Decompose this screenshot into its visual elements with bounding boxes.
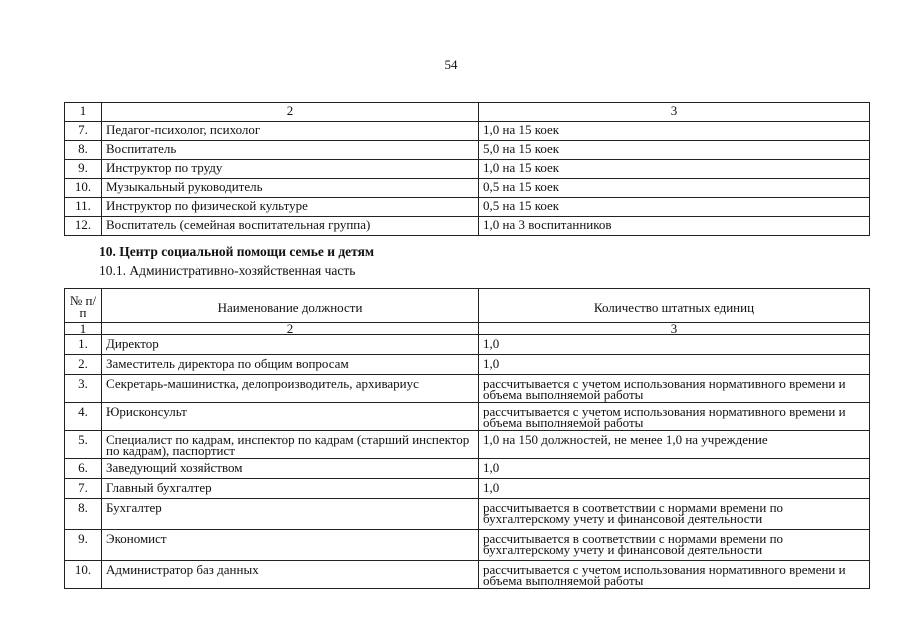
row-number: 8. <box>65 141 102 160</box>
table-row <box>65 375 870 403</box>
table-row <box>65 561 870 589</box>
table-row <box>65 179 870 198</box>
column-number-row <box>65 323 870 335</box>
position-name: Педагог-психолог, психолог <box>102 122 479 141</box>
staff-units: рассчитывается с учетом использования нормативного времени и объема выполняемой работы <box>479 375 870 403</box>
row-number: 12. <box>65 217 102 236</box>
header-num: № п/п <box>65 289 102 323</box>
position-name: Заведующий хозяйством <box>102 459 479 479</box>
page-number: 54 <box>444 57 458 72</box>
table-row <box>65 403 870 431</box>
table-row <box>65 335 870 355</box>
position-name: Заместитель директора по общим вопросам <box>102 355 479 375</box>
staff-units: 1,0 на 150 должностей, не менее 1,0 на учреждение <box>479 431 870 459</box>
table-row <box>65 122 870 141</box>
staff-units: 1,0 <box>479 459 870 479</box>
table-row <box>65 479 870 499</box>
staff-table-continued <box>64 102 870 236</box>
position-name: Инструктор по физической культуре <box>102 198 479 217</box>
row-number: 3. <box>65 375 102 403</box>
table-row <box>65 141 870 160</box>
position-name: Экономист <box>102 530 479 561</box>
staff-units: 1,0 на 15 коек <box>479 160 870 179</box>
row-number: 1. <box>65 335 102 355</box>
subsection-heading: 10.1. Административно-хозяйственная часть <box>99 263 356 278</box>
row-number: 9. <box>65 530 102 561</box>
position-name: Воспитатель (семейная воспитательная группа) <box>102 217 479 236</box>
staff-table <box>64 288 870 589</box>
staff-units: рассчитывается в соответствии с нормами времени по бухгалтерскому учету и финансовой деятельности <box>479 530 870 561</box>
position-name: Директор <box>102 335 479 355</box>
column-number: 3 <box>479 323 870 335</box>
staff-units: 1,0 <box>479 479 870 499</box>
table-row <box>65 431 870 459</box>
table-row <box>65 198 870 217</box>
column-number: 1 <box>65 103 102 122</box>
row-number: 9. <box>65 160 102 179</box>
row-number: 6. <box>65 459 102 479</box>
table-header-row <box>65 289 870 323</box>
row-number: 8. <box>65 499 102 530</box>
staff-units: 5,0 на 15 коек <box>479 141 870 160</box>
table-row <box>65 530 870 561</box>
position-name: Юрисконсульт <box>102 403 479 431</box>
table-row <box>65 160 870 179</box>
header-staff-units: Количество штатных единиц <box>479 289 870 323</box>
position-name: Секретарь-машинистка, делопроизводитель, архивариус <box>102 375 479 403</box>
table-row <box>65 355 870 375</box>
column-number: 2 <box>102 103 479 122</box>
table-row <box>65 217 870 236</box>
position-name: Музыкальный руководитель <box>102 179 479 198</box>
table-row <box>65 459 870 479</box>
position-name: Администратор баз данных <box>102 561 479 589</box>
row-number: 5. <box>65 431 102 459</box>
table-row <box>65 499 870 530</box>
position-name: Бухгалтер <box>102 499 479 530</box>
row-number: 10. <box>65 179 102 198</box>
row-number: 7. <box>65 122 102 141</box>
position-name: Инструктор по труду <box>102 160 479 179</box>
staff-units: 1,0 на 15 коек <box>479 122 870 141</box>
position-name: Главный бухгалтер <box>102 479 479 499</box>
position-name: Воспитатель <box>102 141 479 160</box>
column-number: 3 <box>479 103 870 122</box>
header-position-name: Наименование должности <box>102 289 479 323</box>
staff-units: 0,5 на 15 коек <box>479 179 870 198</box>
staff-units: 0,5 на 15 коек <box>479 198 870 217</box>
column-number: 2 <box>102 323 479 335</box>
row-number: 7. <box>65 479 102 499</box>
column-number-row <box>65 103 870 122</box>
staff-units: 1,0 <box>479 335 870 355</box>
row-number: 10. <box>65 561 102 589</box>
row-number: 11. <box>65 198 102 217</box>
staff-units: рассчитывается в соответствии с нормами времени по бухгалтерскому учету и финансовой деятельности <box>479 499 870 530</box>
staff-units: 1,0 <box>479 355 870 375</box>
row-number: 2. <box>65 355 102 375</box>
staff-units: рассчитывается с учетом использования нормативного времени и объема выполняемой работы <box>479 561 870 589</box>
position-name: Специалист по кадрам, инспектор по кадрам (старший инспектор по кадрам), паспортист <box>102 431 479 459</box>
staff-units: 1,0 на 3 воспитанников <box>479 217 870 236</box>
column-number: 1 <box>65 323 102 335</box>
section-heading: 10. Центр социальной помощи семье и детям <box>99 244 375 259</box>
row-number: 4. <box>65 403 102 431</box>
staff-units: рассчитывается с учетом использования нормативного времени и объема выполняемой работы <box>479 403 870 431</box>
